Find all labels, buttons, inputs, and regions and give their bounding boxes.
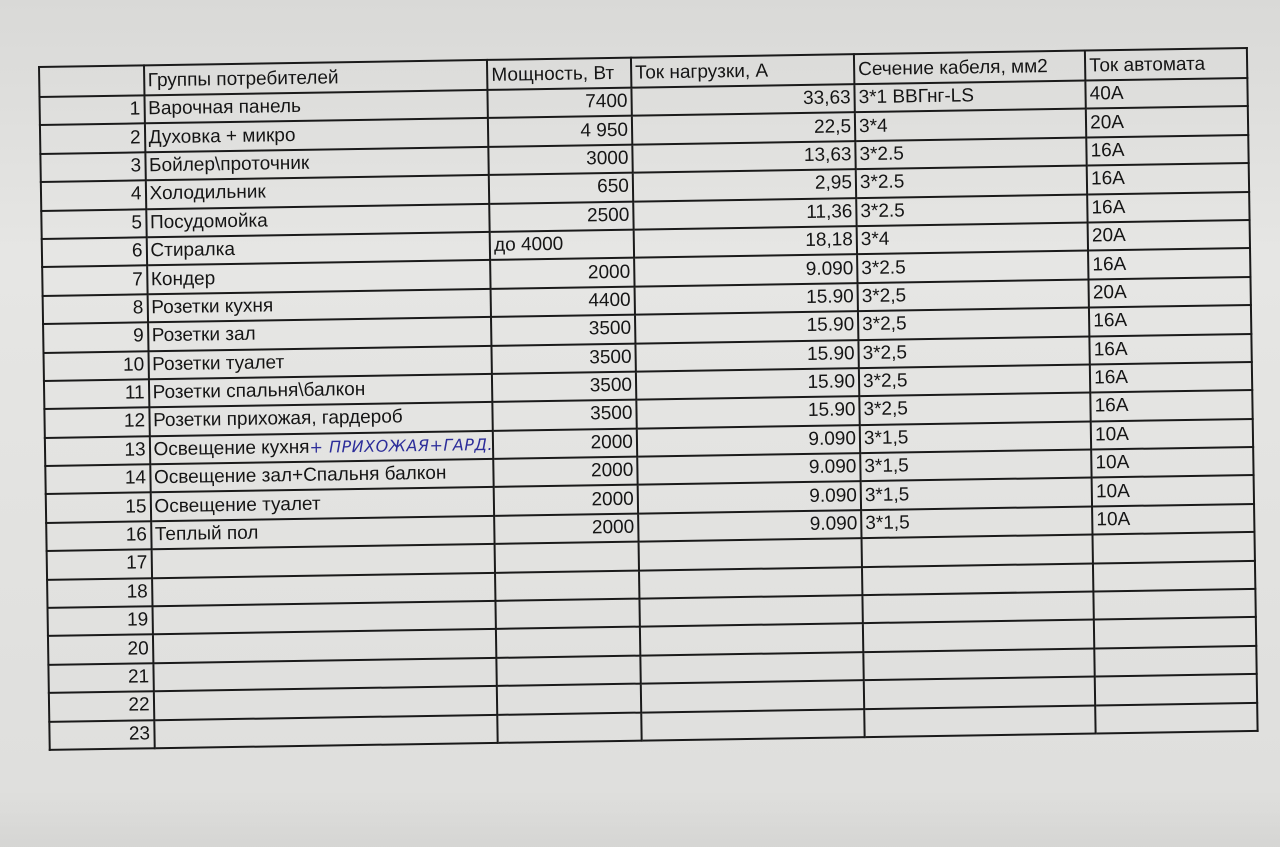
row-number: 13 [45, 436, 150, 466]
consumer-group-name: Бойлер\проточник [148, 152, 310, 177]
row-number: 17 [47, 550, 152, 580]
current-cell: 18,18 [634, 226, 858, 258]
breaker-cell: 16А [1090, 333, 1252, 364]
breaker-cell: 20А [1086, 106, 1248, 137]
power-cell: 3500 [492, 372, 636, 403]
power-cell: 3000 [489, 144, 633, 175]
header-power: Мощность, Вт [487, 58, 631, 90]
power-cell: 650 [489, 173, 633, 204]
breaker-cell: 16А [1088, 248, 1250, 279]
breaker-cell [1094, 646, 1256, 677]
consumer-group-name: Освещение кухня [153, 436, 310, 461]
cable-cell: 3*1,5 [861, 478, 1093, 510]
row-number: 23 [49, 720, 154, 750]
power-cell: 4400 [491, 286, 635, 317]
consumer-group-cell [154, 714, 498, 748]
power-cell: 3500 [493, 400, 637, 431]
breaker-cell: 10А [1092, 504, 1254, 535]
header-breaker: Ток автомата [1085, 48, 1247, 81]
breaker-cell: 16А [1090, 390, 1252, 421]
cable-cell: 3*4 [855, 109, 1087, 141]
current-cell: 22,5 [632, 113, 856, 145]
power-cell: 2000 [493, 428, 637, 459]
current-cell [640, 652, 864, 684]
cable-cell [862, 563, 1094, 595]
power-cell [497, 712, 641, 743]
current-cell [640, 624, 864, 656]
breaker-cell [1093, 561, 1255, 592]
power-cell: 2000 [493, 457, 637, 488]
current-cell [639, 567, 863, 599]
row-number: 6 [42, 237, 147, 267]
header-current: Ток нагрузки, А [631, 54, 855, 88]
current-cell: 15.90 [636, 368, 860, 400]
consumer-groups-table [38, 47, 1259, 751]
consumer-group-name: Розетки кухня [151, 295, 274, 319]
row-number: 4 [41, 181, 146, 211]
row-number: 8 [43, 294, 148, 324]
consumer-group-name: Розетки туалет [152, 351, 285, 375]
cable-cell: 3*2.5 [856, 194, 1088, 226]
header-cable: Сечение кабеля, мм2 [854, 51, 1086, 85]
row-number: 21 [48, 663, 153, 693]
table-body [39, 78, 1257, 750]
row-number: 10 [44, 351, 149, 381]
current-cell [641, 680, 865, 712]
breaker-cell: 16А [1086, 135, 1248, 166]
current-cell [638, 538, 862, 570]
power-cell [496, 599, 640, 630]
current-cell: 15.90 [634, 283, 858, 315]
breaker-cell: 20А [1089, 277, 1251, 308]
handwritten-note: + ПРИХОЖАЯ+ГАРД. [309, 434, 494, 457]
header-num [39, 65, 144, 97]
breaker-cell: 16А [1089, 305, 1251, 336]
consumer-group-name: Розетки прихожая, гардероб [152, 406, 403, 432]
breaker-cell [1095, 674, 1257, 705]
current-cell: 15.90 [635, 340, 859, 372]
breaker-cell: 16А [1087, 163, 1249, 194]
current-cell [639, 595, 863, 627]
row-number: 19 [48, 606, 153, 636]
consumer-group-name: Освещение туалет [154, 493, 321, 517]
cable-cell [862, 535, 1094, 567]
row-number: 20 [48, 635, 153, 665]
breaker-cell [1094, 589, 1256, 620]
cable-cell: 3*1,5 [861, 506, 1093, 538]
cable-cell: 3*4 [857, 222, 1089, 254]
breaker-cell [1093, 532, 1255, 563]
consumer-group-name: Варочная панель [148, 96, 302, 120]
current-cell: 9.090 [638, 482, 862, 514]
power-cell [497, 655, 641, 686]
current-cell: 9.090 [634, 255, 858, 287]
power-cell: 2000 [494, 513, 638, 544]
power-cell: 7400 [488, 88, 632, 119]
header-group: Группы потребителей [144, 60, 488, 95]
consumer-group-name: Розетки спальня\балкон [152, 378, 366, 404]
current-cell: 9.090 [638, 510, 862, 542]
power-cell: 2000 [494, 485, 638, 516]
breaker-cell: 20А [1088, 220, 1250, 251]
consumer-group-name: Холодильник [149, 181, 266, 205]
power-cell: 2000 [490, 258, 634, 289]
cable-cell [864, 677, 1096, 709]
cable-cell: 3*2,5 [859, 364, 1091, 396]
row-number: 2 [40, 124, 145, 154]
consumer-group-name: Посудомойка [149, 210, 268, 234]
current-cell: 11,36 [633, 198, 857, 230]
current-cell [641, 709, 865, 741]
cable-cell: 3*1,5 [860, 450, 1092, 482]
breaker-cell: 10А [1091, 447, 1253, 478]
power-cell [495, 542, 639, 573]
current-cell: 15.90 [636, 396, 860, 428]
current-cell: 13,63 [632, 141, 856, 173]
row-number: 15 [46, 493, 151, 523]
row-number: 16 [46, 521, 151, 551]
consumer-group-name: Освещение зал+Спальня балкон [153, 462, 447, 489]
power-cell [495, 570, 639, 601]
consumer-groups-table-wrapper [38, 47, 1259, 751]
breaker-cell: 16А [1090, 362, 1252, 393]
current-cell: 2,95 [633, 169, 857, 201]
row-number: 7 [42, 266, 147, 296]
cable-cell [864, 705, 1096, 737]
cable-cell [863, 648, 1095, 680]
power-cell: 2500 [489, 201, 633, 232]
cable-cell: 3*2,5 [858, 279, 1090, 311]
cable-cell: 3*1,5 [860, 421, 1092, 453]
row-number: 12 [44, 408, 149, 438]
current-cell: 9.090 [637, 453, 861, 485]
current-cell: 15.90 [635, 311, 859, 343]
power-cell: 3500 [492, 343, 636, 374]
current-cell: 9.090 [637, 425, 861, 457]
row-number: 14 [45, 464, 150, 494]
breaker-cell [1094, 617, 1256, 648]
row-number: 18 [47, 578, 152, 608]
current-cell: 33,63 [631, 84, 855, 116]
row-number: 1 [39, 95, 144, 125]
paper-shadow [0, 790, 1280, 847]
row-number: 9 [43, 322, 148, 352]
row-number: 22 [49, 691, 154, 721]
row-number: 11 [44, 379, 149, 409]
row-number: 3 [40, 152, 145, 182]
cable-cell [862, 592, 1094, 624]
power-cell [496, 627, 640, 658]
cable-cell: 3*2.5 [855, 137, 1087, 169]
consumer-group-name: Розетки зал [151, 323, 256, 347]
cable-cell: 3*2,5 [859, 393, 1091, 425]
power-cell: 3500 [491, 315, 635, 346]
row-number: 5 [41, 209, 146, 239]
cable-cell: 3*1 ВВГнг-LS [854, 81, 1086, 113]
cable-cell: 3*2.5 [856, 166, 1088, 198]
breaker-cell: 10А [1092, 475, 1254, 506]
cable-cell [863, 620, 1095, 652]
consumer-group-name: Духовка + микро [148, 124, 296, 148]
consumer-group-name: Стиралка [150, 239, 236, 262]
power-cell: до 4000 [490, 230, 634, 261]
breaker-cell: 16А [1087, 192, 1249, 223]
cable-cell: 3*2.5 [857, 251, 1089, 283]
breaker-cell: 10А [1091, 419, 1253, 450]
consumer-group-name: Кондер [150, 267, 216, 290]
power-cell [497, 684, 641, 715]
power-cell: 4 950 [488, 116, 632, 147]
cable-cell: 3*2,5 [858, 308, 1090, 340]
breaker-cell [1095, 703, 1257, 734]
breaker-cell: 40А [1086, 78, 1248, 109]
cable-cell: 3*2,5 [858, 336, 1090, 368]
consumer-group-name: Теплый пол [154, 522, 259, 546]
